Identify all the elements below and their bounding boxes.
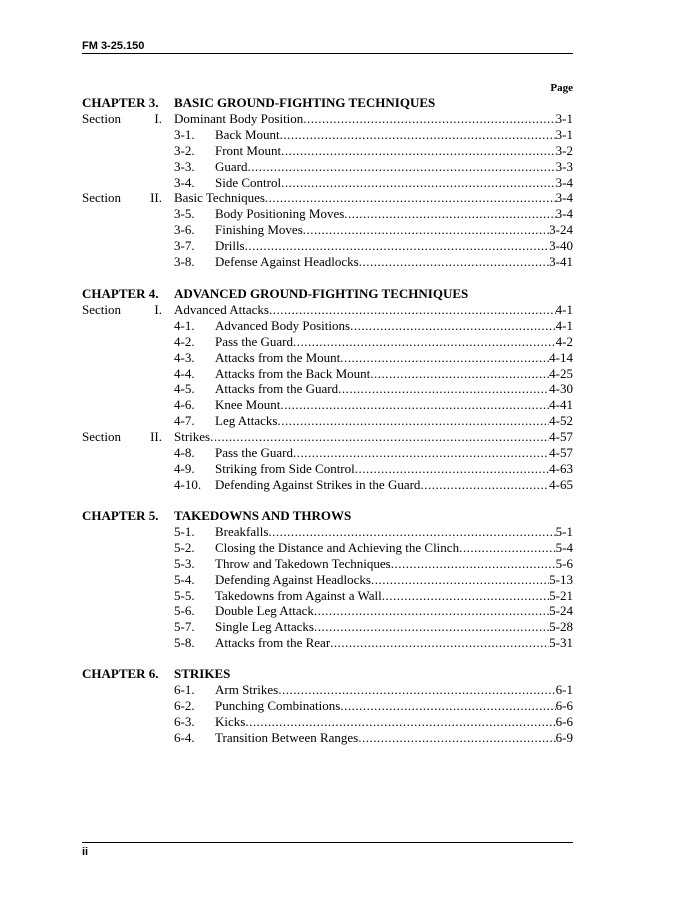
entry-number: 5-8.	[174, 635, 195, 651]
entry-title: Side Control	[215, 174, 282, 190]
toc-entry-row	[0, 477, 695, 493]
page-ref: 3-41	[549, 254, 573, 269]
page-ref: 3-4	[555, 174, 573, 190]
header-rule	[82, 53, 573, 54]
entry-leader	[215, 206, 573, 222]
entry-leader	[215, 698, 573, 714]
entry-leader	[215, 572, 573, 588]
toc-section-row	[0, 111, 695, 127]
entry-title: Guard	[215, 158, 248, 174]
section-title: Dominant Body Position	[174, 110, 304, 126]
dot-leader	[281, 143, 556, 159]
entry-leader	[215, 556, 573, 572]
dot-leader	[355, 461, 549, 477]
page-ref: 3-24	[549, 222, 573, 238]
dot-leader	[293, 445, 549, 461]
toc-entry-row	[0, 572, 695, 588]
page-ref: 4-1	[555, 301, 573, 317]
dot-leader	[459, 540, 556, 556]
entry-leader	[215, 524, 573, 540]
toc-entry-row	[0, 254, 695, 270]
chapter-heading	[0, 508, 695, 524]
page-ref: 3-4	[555, 190, 573, 206]
toc-section-row	[0, 190, 695, 206]
entry-leader	[215, 682, 573, 698]
entry-leader	[215, 159, 573, 175]
entry-number: 6-3.	[174, 713, 195, 729]
toc-entry-row	[0, 318, 695, 334]
section-number: II.	[150, 429, 162, 445]
entry-number: 4-10.	[174, 476, 202, 492]
entry-number: 5-1.	[174, 523, 195, 539]
page-ref: 3-2	[555, 142, 573, 158]
dot-leader	[269, 302, 556, 318]
page-ref: 4-41	[549, 397, 573, 413]
page-ref: 3-3	[555, 158, 573, 174]
page-ref: 4-63	[549, 460, 573, 476]
entry-leader	[215, 397, 573, 413]
toc-entry-row	[0, 619, 695, 635]
page-ref: 4-25	[549, 365, 573, 381]
entry-number: 3-8.	[174, 254, 195, 269]
entry-leader	[215, 222, 573, 238]
chapter-title: TAKEDOWNS AND THROWS	[174, 508, 352, 523]
chapter-heading	[0, 286, 695, 302]
toc-entry-row	[0, 603, 695, 619]
toc-entry-row	[0, 206, 695, 222]
chapter-label: CHAPTER 6.	[82, 666, 159, 681]
toc-section-row	[0, 429, 695, 445]
entry-leader	[215, 127, 573, 143]
chapter-title: BASIC GROUND-FIGHTING TECHNIQUES	[174, 95, 436, 110]
toc-entry-row	[0, 445, 695, 461]
entry-title: Drills	[215, 238, 245, 254]
entry-number: 6-2.	[174, 697, 195, 713]
entry-number: 3-7.	[174, 238, 195, 254]
entry-title: Kicks	[215, 713, 246, 729]
dot-leader	[210, 429, 549, 445]
toc-entry-row	[0, 159, 695, 175]
toc-entry-row	[0, 556, 695, 572]
page-ref: 5-31	[549, 635, 573, 651]
dot-leader	[420, 477, 549, 493]
entry-number: 5-3.	[174, 555, 195, 571]
entry-number: 4-6.	[174, 397, 195, 413]
page-ref: 4-1	[555, 317, 573, 333]
dot-leader	[340, 350, 549, 366]
entry-number: 4-9.	[174, 460, 195, 476]
entry-title: Defending Against Headlocks	[215, 571, 371, 587]
page-ref: 5-24	[549, 603, 573, 619]
page-ref: 5-13	[549, 571, 573, 587]
toc-entry-row	[0, 397, 695, 413]
entry-leader	[215, 381, 573, 397]
toc-entry-row	[0, 350, 695, 366]
entry-title: Front Mount	[215, 142, 282, 158]
dot-leader	[330, 635, 549, 651]
section-leader	[174, 429, 573, 445]
entry-title: Pass the Guard	[215, 333, 293, 349]
toc-entry-row	[0, 730, 695, 746]
section-word: Section	[82, 190, 121, 206]
dot-leader	[338, 381, 549, 397]
chapter-label: CHAPTER 4.	[82, 286, 159, 301]
entry-leader	[215, 366, 573, 382]
running-header: FM 3-25.150	[82, 40, 145, 52]
toc-entry-row	[0, 524, 695, 540]
dot-leader	[278, 682, 555, 698]
entry-title: Defending Against Strikes in the Guard	[215, 476, 421, 492]
dot-leader	[248, 159, 556, 175]
entry-number: 3-4.	[174, 174, 195, 190]
entry-leader	[215, 238, 573, 254]
toc-section-row	[0, 302, 695, 318]
dot-leader	[340, 698, 555, 714]
page-ref: 4-57	[549, 429, 573, 445]
dot-leader	[359, 254, 549, 270]
dot-leader	[277, 413, 549, 429]
toc-entry-row	[0, 127, 695, 143]
entry-title: Attacks from the Rear	[215, 635, 331, 651]
dot-leader	[245, 238, 550, 254]
section-word: Section	[82, 301, 121, 317]
entry-leader	[215, 603, 573, 619]
entry-number: 3-5.	[174, 206, 195, 222]
entry-title: Finishing Moves	[215, 222, 303, 238]
toc-entry-row	[0, 366, 695, 382]
page-ref: 4-2	[555, 333, 573, 349]
page-ref: 3-1	[555, 126, 573, 142]
entry-title: Striking from Side Control	[215, 460, 355, 476]
entry-title: Attacks from the Mount	[215, 349, 341, 365]
section-leader	[174, 111, 573, 127]
entry-title: Back Mount	[215, 126, 280, 142]
dot-leader	[265, 190, 556, 206]
entry-number: 4-1.	[174, 317, 195, 333]
toc-entry-row	[0, 222, 695, 238]
entry-title: Attacks from the Guard	[215, 381, 339, 397]
entry-leader	[215, 588, 573, 604]
dot-leader	[371, 572, 549, 588]
entry-leader	[215, 254, 573, 270]
entry-number: 5-4.	[174, 571, 195, 587]
dot-leader	[245, 714, 555, 730]
page-ref: 4-57	[549, 445, 573, 460]
chapter-heading	[0, 95, 695, 111]
toc-entry-row	[0, 175, 695, 191]
section-leader	[174, 302, 573, 318]
chapter-title: ADVANCED GROUND-FIGHTING TECHNIQUES	[174, 286, 469, 301]
entry-title: Attacks from the Back Mount	[215, 365, 371, 381]
entry-number: 4-3.	[174, 349, 195, 365]
page-ref: 3-40	[549, 238, 573, 254]
toc-entry-row	[0, 540, 695, 556]
toc-entry-row	[0, 143, 695, 159]
entry-number: 4-5.	[174, 381, 195, 397]
entry-title: Double Leg Attack	[215, 603, 314, 619]
chapter-title: STRIKES	[174, 666, 231, 681]
entry-leader	[215, 175, 573, 191]
page-ref: 5-21	[549, 587, 573, 603]
toc-entry-row	[0, 238, 695, 254]
entry-title: Leg Attacks	[215, 413, 278, 429]
section-title: Advanced Attacks	[174, 301, 269, 317]
entry-leader	[215, 413, 573, 429]
section-title: Strikes	[174, 429, 211, 445]
entry-title: Defense Against Headlocks	[215, 254, 359, 269]
dot-leader	[281, 175, 556, 191]
page-ref: 5-1	[555, 523, 573, 539]
section-leader	[174, 190, 573, 206]
page-ref: 6-1	[555, 681, 573, 697]
entry-number: 4-7.	[174, 413, 195, 429]
entry-leader	[215, 143, 573, 159]
entry-number: 5-7.	[174, 619, 195, 635]
dot-leader	[382, 588, 549, 604]
entry-number: 5-5.	[174, 587, 195, 603]
entry-title: Punching Combinations	[215, 697, 341, 713]
entry-title: Body Positioning Moves	[215, 206, 345, 222]
entry-leader	[215, 477, 573, 493]
page-ref: 4-14	[549, 349, 573, 365]
entry-number: 3-2.	[174, 142, 195, 158]
entry-number: 4-4.	[174, 365, 195, 381]
dot-leader	[358, 730, 555, 746]
page-column-label: Page	[550, 82, 573, 94]
footer-rule	[82, 842, 573, 843]
entry-title: Arm Strikes	[215, 681, 279, 697]
entry-leader	[215, 619, 573, 635]
page-ref: 5-6	[555, 555, 573, 571]
entry-number: 6-1.	[174, 681, 195, 697]
chapter-label: CHAPTER 3.	[82, 95, 159, 110]
page-ref: 6-6	[555, 713, 573, 729]
entry-leader	[215, 350, 573, 366]
dot-leader	[344, 206, 555, 222]
page-number: ii	[82, 846, 89, 858]
page-ref: 5-4	[555, 539, 573, 555]
entry-number: 5-6.	[174, 603, 195, 619]
entry-number: 3-3.	[174, 158, 195, 174]
entry-title: Knee Mount	[215, 397, 281, 413]
entry-leader	[215, 540, 573, 556]
entry-leader	[215, 318, 573, 334]
toc-entry-row	[0, 682, 695, 698]
entry-title: Takedowns from Against a Wall	[215, 587, 382, 603]
entry-number: 3-1.	[174, 126, 195, 142]
toc-entry-row	[0, 714, 695, 730]
entry-number: 5-2.	[174, 539, 195, 555]
chapter-heading	[0, 666, 695, 682]
page-ref: 3-4	[555, 206, 573, 222]
section-word: Section	[82, 429, 121, 445]
dot-leader	[314, 603, 549, 619]
section-number: II.	[150, 190, 162, 206]
page-ref: 5-28	[549, 619, 573, 635]
entry-title: Pass the Guard	[215, 445, 293, 460]
section-word: Section	[82, 110, 121, 126]
page-ref: 4-30	[549, 381, 573, 397]
page-ref: 4-52	[549, 413, 573, 429]
entry-leader	[215, 730, 573, 746]
page-ref: 4-65	[549, 476, 573, 492]
entry-number: 3-6.	[174, 222, 195, 238]
entry-title: Throw and Takedown Techniques	[215, 555, 391, 571]
section-number: I.	[154, 301, 162, 317]
dot-leader	[350, 318, 556, 334]
entry-title: Advanced Body Positions	[215, 317, 351, 333]
dot-leader	[303, 111, 555, 127]
chapter-label: CHAPTER 5.	[82, 508, 159, 523]
toc-entry-row	[0, 413, 695, 429]
entry-leader	[215, 445, 573, 461]
section-title: Basic Techniques	[174, 190, 265, 206]
page-ref: 3-1	[555, 110, 573, 126]
page-ref: 6-9	[555, 729, 573, 745]
toc-entry-row	[0, 588, 695, 604]
entry-number: 6-4.	[174, 729, 195, 745]
section-number: I.	[154, 110, 162, 126]
dot-leader	[293, 334, 556, 350]
entry-number: 4-8.	[174, 445, 195, 460]
entry-leader	[215, 334, 573, 350]
dot-leader	[280, 127, 556, 143]
dot-leader	[303, 222, 549, 238]
entry-title: Single Leg Attacks	[215, 619, 314, 635]
entry-leader	[215, 714, 573, 730]
entry-title: Breakfalls	[215, 523, 269, 539]
dot-leader	[268, 524, 555, 540]
entry-title: Closing the Distance and Achieving the Clinch	[215, 539, 460, 555]
entry-title: Transition Between Ranges	[215, 729, 359, 745]
toc-entry-row	[0, 461, 695, 477]
dot-leader	[391, 556, 556, 572]
toc-entry-row	[0, 635, 695, 651]
toc-entry-row	[0, 698, 695, 714]
dot-leader	[280, 397, 549, 413]
entry-leader	[215, 635, 573, 651]
dot-leader	[370, 366, 549, 382]
entry-number: 4-2.	[174, 333, 195, 349]
entry-leader	[215, 461, 573, 477]
dot-leader	[314, 619, 549, 635]
toc-entry-row	[0, 381, 695, 397]
page-ref: 6-6	[555, 697, 573, 713]
toc-entry-row	[0, 334, 695, 350]
